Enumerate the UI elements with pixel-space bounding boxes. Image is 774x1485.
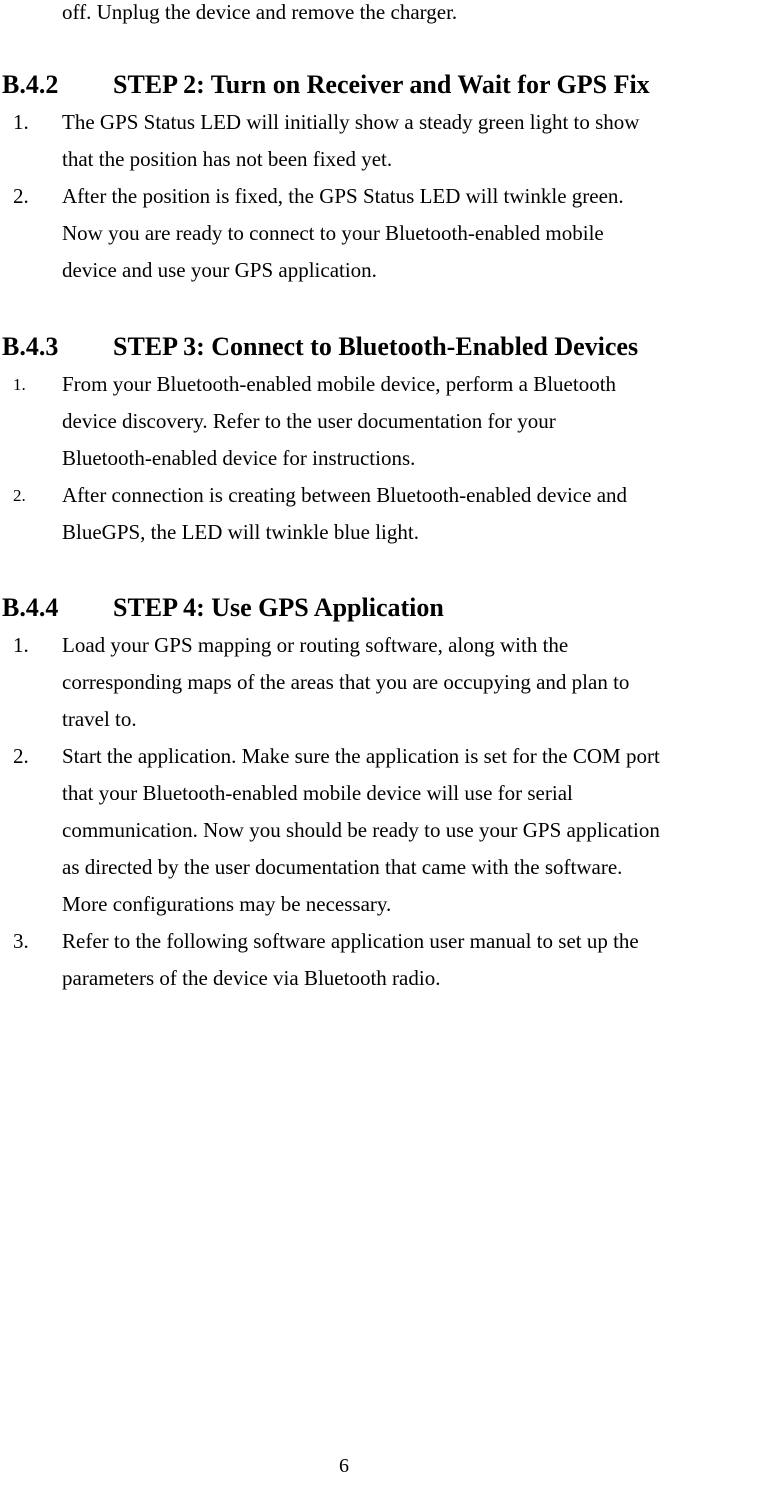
step-list xyxy=(0,104,774,289)
list-item xyxy=(0,738,774,923)
list-item xyxy=(0,366,774,477)
continuation-text: off. Unplug the device and remove the charger. xyxy=(62,0,458,24)
item-text-line: that your Bluetooth-enabled mobile device will use for serial xyxy=(62,781,573,805)
list-marker: 2. xyxy=(13,744,29,768)
item-text-line: that the position has not been fixed yet. xyxy=(62,147,393,171)
item-text-line: After the position is fixed, the GPS Status LED will twinkle green. xyxy=(62,184,624,208)
section-title: STEP 2: Turn on Receiver and Wait for GPS Fix xyxy=(113,70,650,99)
list-marker: 2. xyxy=(13,184,29,208)
section-heading xyxy=(0,66,774,104)
item-text-line: BlueGPS, the LED will twinkle blue light. xyxy=(62,520,419,544)
list-marker: 1. xyxy=(13,375,26,394)
section-number: B.4.3 xyxy=(2,332,59,361)
item-text-line: Bluetooth-enabled device for instructions. xyxy=(62,446,416,470)
list-item xyxy=(0,178,774,289)
list-item xyxy=(0,923,774,997)
list-marker: 3. xyxy=(13,929,29,953)
step-list xyxy=(0,366,774,551)
item-text-line: communication. Now you should be ready to use your GPS application xyxy=(62,818,660,842)
section-heading xyxy=(0,589,774,627)
section-number: B.4.4 xyxy=(2,593,59,622)
item-text-line: From your Bluetooth-enabled mobile device, perform a Bluetooth xyxy=(62,372,617,396)
item-text-line: device discovery. Refer to the user documentation for your xyxy=(62,409,556,433)
section-number: B.4.2 xyxy=(2,70,59,99)
section-title: STEP 3: Connect to Bluetooth-Enabled Devices xyxy=(113,332,639,361)
item-text-line: Start the application. Make sure the application is set for the COM port xyxy=(62,744,660,768)
section-title: STEP 4: Use GPS Application xyxy=(113,593,444,622)
list-item xyxy=(0,627,774,738)
item-text-line: Refer to the following software application user manual to set up the xyxy=(62,929,639,953)
item-text-line: Load your GPS mapping or routing software, along with the xyxy=(62,633,569,657)
item-text-line: travel to. xyxy=(62,707,137,731)
list-marker: 2. xyxy=(13,486,26,505)
item-text-line: More configurations may be necessary. xyxy=(62,892,392,916)
item-text-line: device and use your GPS application. xyxy=(62,258,377,282)
item-text-line: corresponding maps of the areas that you are occupying and plan to xyxy=(62,670,630,694)
page-number: 6 xyxy=(339,1455,349,1477)
section-b-4-2 xyxy=(0,66,774,289)
item-text-line: The GPS Status LED will initially show a steady green light to show xyxy=(62,110,640,134)
item-text-line: as directed by the user documentation that came with the software. xyxy=(62,855,623,879)
section-heading xyxy=(0,328,774,366)
list-item xyxy=(0,104,774,178)
section-b-4-4 xyxy=(0,589,774,997)
list-marker: 1. xyxy=(13,110,29,134)
step-list xyxy=(0,627,774,997)
item-text-line: After connection is creating between Bluetooth-enabled device and xyxy=(62,483,628,507)
list-marker: 1. xyxy=(13,633,29,657)
section-b-4-3 xyxy=(0,328,774,551)
list-item xyxy=(0,477,774,551)
item-text-line: parameters of the device via Bluetooth radio. xyxy=(62,966,441,990)
item-text-line: Now you are ready to connect to your Bluetooth-enabled mobile xyxy=(62,221,604,245)
